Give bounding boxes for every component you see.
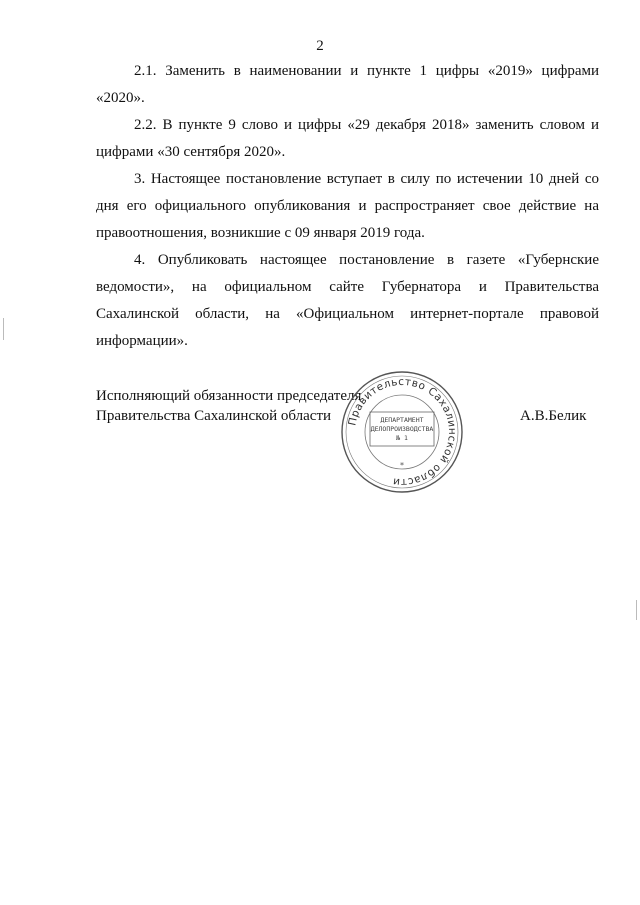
seal-center-line3: № 1 bbox=[396, 434, 408, 442]
signatory-name: А.В.Белик bbox=[520, 408, 587, 424]
page-number: 2 bbox=[316, 38, 324, 54]
paragraph-2-2: 2.2. В пункте 9 слово и цифры «29 декабря 2018» заменить словом и цифрами «30 сентября 2020». bbox=[96, 117, 599, 160]
seal-ring-text: Правительство Сахалинской области bbox=[346, 375, 459, 489]
document-body bbox=[96, 58, 599, 355]
seal-star-icon: * bbox=[400, 461, 404, 470]
paragraph-4: 4. Опубликовать настоящее постановление в газете «Губернские ведомости», на официальном сайте Губернатора и Правительства Сахалинской области, на «Официальном интернет-портале правовой информации». bbox=[96, 252, 599, 349]
signatory-position-line2: Правительства Сахалинской области bbox=[96, 408, 332, 424]
signatory-position-line1: Исполняющий обязанности председателя bbox=[96, 388, 362, 404]
seal-center-line1: ДЕПАРТАМЕНТ bbox=[380, 416, 424, 424]
official-seal bbox=[338, 368, 466, 496]
official-seal-graphic bbox=[338, 368, 466, 496]
seal-center-line2: ДЕЛОПРОИЗВОДСТВА bbox=[370, 425, 434, 433]
paragraph-2-1: 2.1. Заменить в наименовании и пункте 1 цифры «2019» цифрами «2020». bbox=[96, 63, 599, 106]
paragraph-3: 3. Настоящее постановление вступает в силу по истечении 10 дней со дня его официального опубликования и распространяет свое действие на правоотношения, возникшие с 09 января 2019 года. bbox=[96, 171, 599, 241]
scan-artifact-left bbox=[3, 318, 4, 340]
scan-artifact-right bbox=[636, 600, 637, 620]
